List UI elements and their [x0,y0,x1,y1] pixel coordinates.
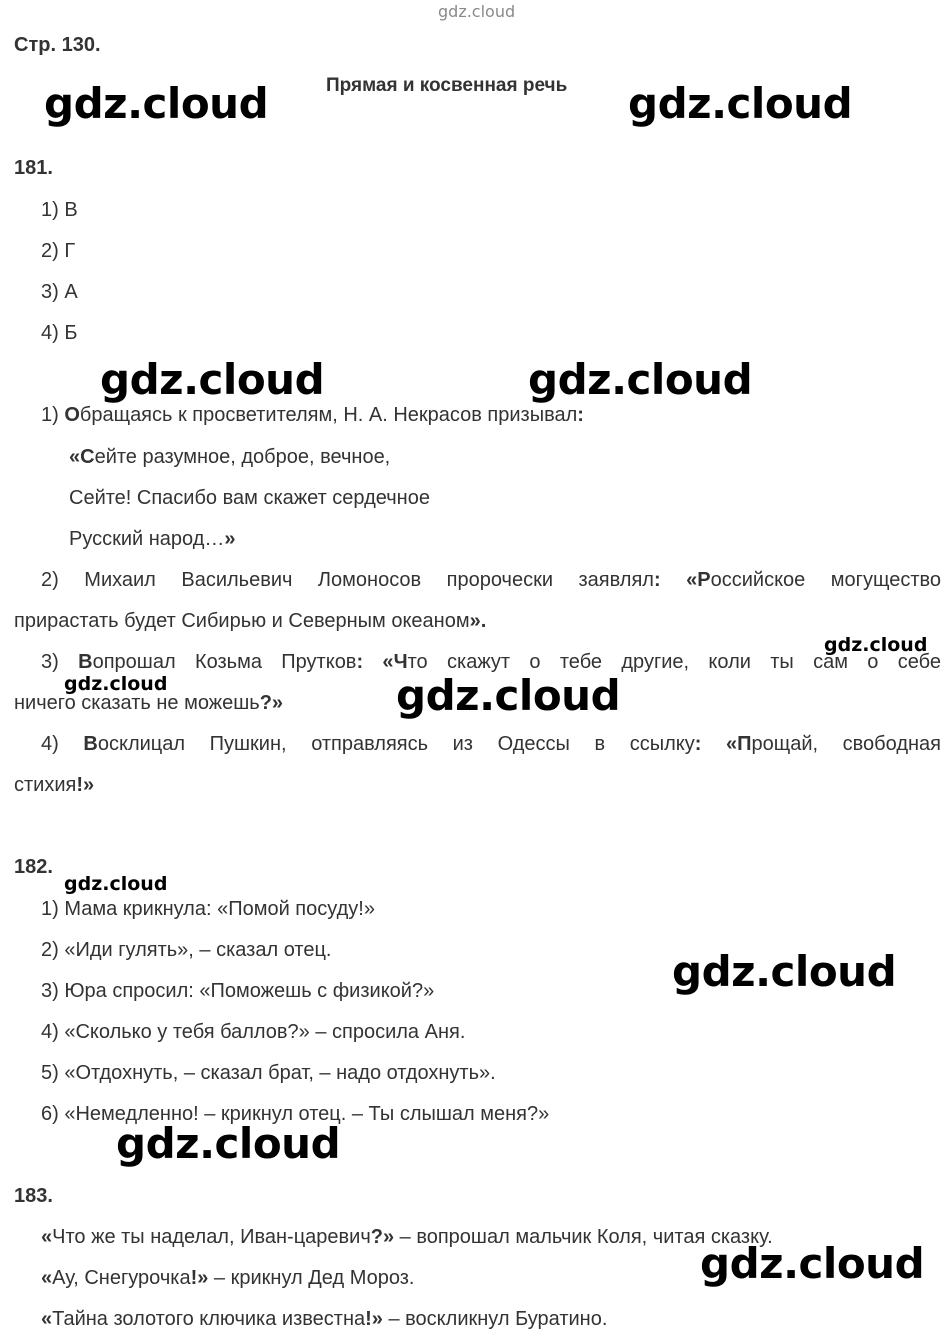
watermark: gdz.cloud [672,947,897,996]
sentence-4-cont: стихия!» [14,774,95,796]
list-item: 3) Юра спросил: «Поможешь с физикой?» [41,980,435,1002]
watermark: gdz.cloud [700,1239,925,1288]
watermark: gdz.cloud [824,634,928,656]
exercise-number-182: 182. [14,856,53,878]
poem-line: Сейте! Спасибо вам скажет сердечное [69,487,430,509]
watermark: gdz.cloud [64,873,168,895]
list-item: 2) «Иди гулять», – сказал отец. [41,939,332,961]
watermark: gdz.cloud [64,673,168,695]
list-item: 5) «Отдохнуть, – сказал брат, – надо отдохнуть». [41,1062,496,1084]
sentence-3: 3) Вопрошал Козьма Прутков: «Что скажут о тебе другие, коли ты сам о себе [41,651,942,673]
list-item: «Ау, Снегурочка!» – крикнул Дед Мороз. [41,1267,415,1289]
sentence-3-cont: ничего сказать не можешь?» [14,692,284,714]
list-item: 4) «Сколько у тебя баллов?» – спросила Аня. [41,1021,466,1043]
exercise-number-183: 183. [14,1185,53,1207]
sentence-2-cont: прирастать будет Сибирью и Северным океаном». [14,610,487,632]
poem-line: Русский народ…» [69,528,236,550]
answer-item: 3) А [41,281,78,303]
watermark: gdz.cloud [528,355,753,404]
watermark: gdz.cloud [44,79,269,128]
sentence-2: 2) Михаил Васильевич Ломоносов пророчески заявлял: «Российское могущество [41,569,941,591]
page-header: Стр. 130. [14,34,101,56]
answer-item: 2) Г [41,240,76,262]
sentence-1: 1) Обращаясь к просветителям, Н. А. Некрасов призывал: [41,404,584,426]
list-item: 6) «Немедленно! – крикнул отец. – Ты слышал меня?» [41,1103,550,1125]
watermark: gdz.cloud [100,355,325,404]
list-item: 1) Мама крикнула: «Помой посуду!» [41,898,375,920]
list-item: «Что же ты наделал, Иван-царевич?» – вопрошал мальчик Коля, читая сказку. [41,1226,773,1248]
poem-line: «Сейте разумное, доброе, вечное, [69,446,391,468]
sentence-4: 4) Восклицал Пушкин, отправляясь из Одессы в ссылку: «Прощай, свободная [41,733,941,755]
watermark: gdz.cloud [116,1119,341,1168]
answer-item: 4) Б [41,322,78,344]
watermark: gdz.cloud [396,671,621,720]
watermark: gdz.cloud [628,79,853,128]
watermark-top: gdz.cloud [438,2,516,21]
list-item: «Тайна золотого ключика известна!» – воскликнул Буратино. [41,1308,608,1330]
answer-item: 1) В [41,199,78,221]
exercise-number-181: 181. [14,157,53,179]
section-title: Прямая и косвенная речь [326,75,568,96]
